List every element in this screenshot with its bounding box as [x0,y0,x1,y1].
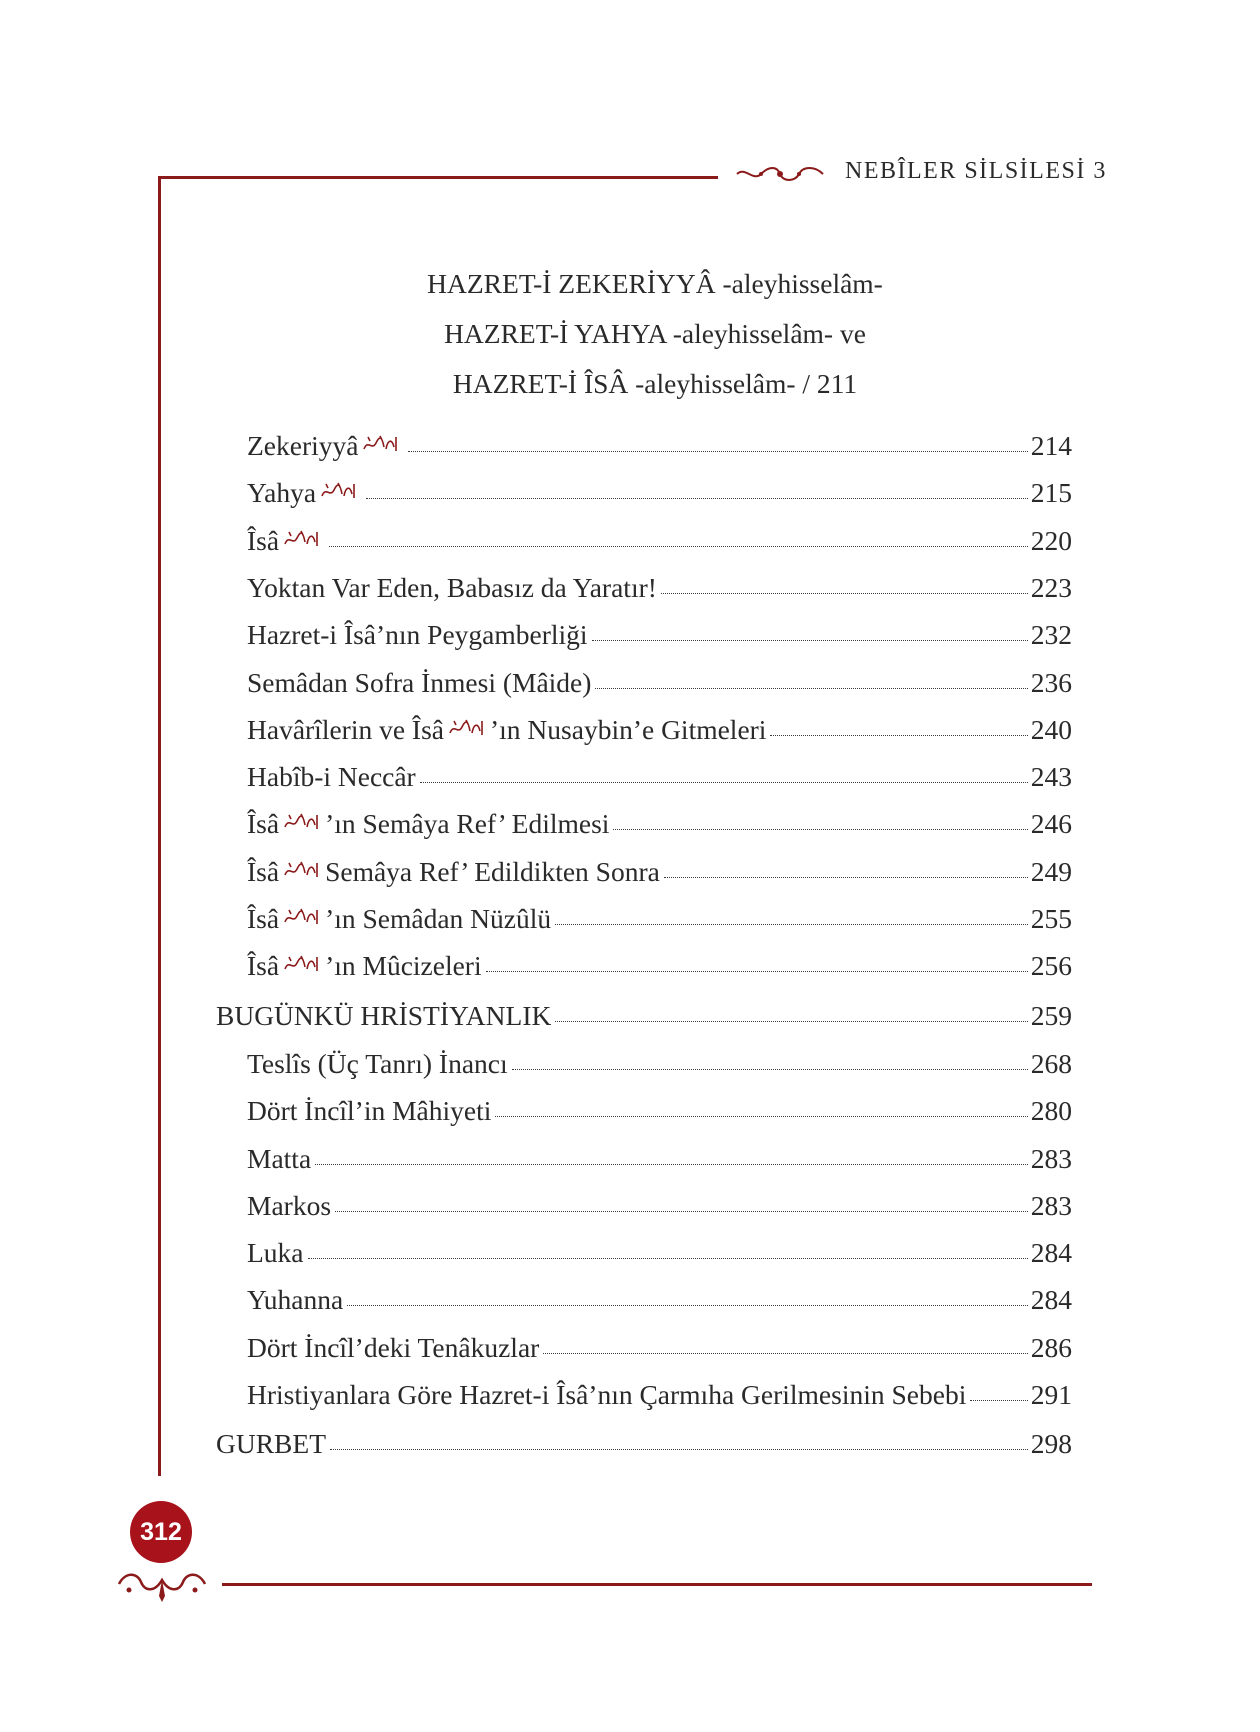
toc-entry-title [247,666,592,698]
dot-leader [592,640,1028,641]
page-ornament-icon [115,1566,209,1604]
footer-rule [222,1583,1092,1586]
dot-leader [347,1305,1028,1306]
toc-entry[interactable] [247,1047,1072,1079]
toc-entry-title [216,999,552,1031]
toc-entry-title [247,1286,343,1314]
toc-entry[interactable] [247,1331,1072,1363]
aleyhisselam-calligraphy-icon [283,953,321,975]
toc-entry-title-suffix: ’ın Semâya Ref’ Edilmesi [325,808,610,840]
section-heading-line-2: HAZRET-İ YAHYA -aleyhisselâm- ve [444,318,866,349]
toc-entry-title-text: Markos [247,1189,332,1221]
toc-entry-title [247,1239,304,1267]
toc-entry-title-text: Îsâ [247,950,280,982]
toc-entry-title-text: Semâdan Sofra İnmesi (Mâide) [247,666,592,698]
dot-leader [613,829,1027,830]
toc-entry-title [247,432,404,460]
toc-entry-title-text: Îsâ [247,903,280,934]
toc-entry[interactable] [247,1286,1072,1314]
toc-page-number: 249 [1030,855,1072,887]
toc-entry-title [247,952,482,980]
toc-entry-title-text: Havârîlerin ve Îsâ [247,713,444,745]
section-heading-line-1: HAZRET-İ ZEKERİYYÂ -aleyhisselâm- [427,268,883,299]
dot-leader [595,688,1027,689]
toc-page-number: 220 [1030,524,1072,556]
dot-leader [770,735,1027,736]
toc-page-number: 232 [1030,619,1072,651]
toc-entry-title [216,1430,326,1458]
toc-entry-title-text: Îsâ [247,855,280,887]
toc-page-number: 223 [1030,571,1072,603]
toc-entry-title-text: Îsâ [247,524,280,556]
toc-entry-title-text: Dört İncîl’deki Tenâkuzlar [247,1331,540,1363]
toc-entry-title-text: Zekeriyyâ [247,430,359,461]
dot-leader [366,498,1028,499]
toc-entry-title-text: BUGÜNKÜ HRİSTİYANLIK [216,999,552,1031]
toc-page-number: 246 [1030,808,1072,840]
toc-page-number: 236 [1030,666,1072,698]
toc-entry-title-suffix: Semâya Ref’ Edildikten Sonra [325,855,660,887]
toc-entry[interactable] [247,1239,1072,1267]
toc-entry-title [247,1047,508,1079]
toc-entry[interactable] [247,1097,1072,1125]
toc-entry-title-text: Dört İncîl’in Mâhiyeti [247,1095,492,1127]
dot-leader [661,593,1028,594]
toc-page-number: 286 [1030,1331,1072,1363]
toc-entry[interactable] [247,810,1072,838]
toc-entry-title [247,1381,966,1409]
toc-entry-title [247,1097,491,1125]
dot-leader [555,924,1028,925]
toc-entry[interactable] [247,621,1072,649]
toc-entry[interactable] [247,666,1072,698]
dot-leader [330,1449,1028,1450]
toc-entry-title-text: Yuhanna [247,1284,344,1316]
section-heading-line-3: HAZRET-İ ÎSÂ -aleyhisselâm- / 211 [452,368,858,399]
toc-entry-title [247,855,660,887]
toc-page-number: 284 [1030,1237,1072,1269]
toc-entry-title-text: Teslîs (Üç Tanrı) İnancı [247,1047,508,1079]
toc-entry[interactable] [247,524,1072,556]
toc-entry-title [247,713,767,745]
toc-entry-title [247,1142,312,1174]
dot-leader [970,1400,1027,1401]
aleyhisselam-calligraphy-icon [320,480,358,502]
aleyhisselam-calligraphy-icon [283,906,321,928]
toc-entry-title-text: Hazret-i Îsâ’nın Peygamberliği [247,619,588,651]
toc-entry[interactable] [247,855,1072,887]
toc-entry[interactable] [247,1189,1072,1221]
toc-entry[interactable] [247,952,1072,980]
toc-page-number: 283 [1030,1142,1072,1174]
toc-entry-title-text: Yoktan Var Eden, Babasız da Yaratır! [247,571,657,603]
toc-page-number: 214 [1030,430,1072,461]
toc-entry-title [247,905,551,933]
page-number-badge: 312 [130,1501,192,1563]
toc-entry[interactable] [247,571,1072,603]
toc-entry[interactable] [216,999,1072,1031]
toc-entry-title-text: Yahya [247,477,317,509]
toc-page-number: 240 [1030,713,1072,745]
toc-page-number: 268 [1030,1047,1072,1079]
toc-entry-title [247,1331,540,1363]
toc-page-number: 283 [1030,1189,1072,1221]
toc-entry[interactable] [247,1142,1072,1174]
toc-entry-title-suffix: ’ın Nusaybin’e Gitmeleri [490,713,767,745]
toc-entry-title [247,524,325,556]
dot-leader [555,1021,1027,1022]
toc-entry[interactable] [247,713,1072,745]
dot-leader [512,1069,1028,1070]
toc-page-number: 280 [1030,1095,1072,1127]
dot-leader [335,1211,1028,1212]
dot-leader [543,1353,1027,1354]
toc-entry[interactable] [216,1430,1072,1458]
dot-leader [315,1164,1028,1165]
aleyhisselam-calligraphy-icon [283,811,321,833]
aleyhisselam-calligraphy-icon [283,528,321,550]
toc-entry-title [247,763,416,791]
toc-entry-title [247,810,609,838]
toc-entry-title [247,479,362,507]
dot-leader [308,1258,1028,1259]
aleyhisselam-calligraphy-icon [283,859,321,881]
toc-entry-title [247,621,588,649]
aleyhisselam-calligraphy-icon [448,717,486,739]
toc-entry-title-text: Habîb-i Neccâr [247,761,416,793]
toc-entry[interactable] [247,479,1072,507]
dot-leader [408,451,1027,452]
toc-entry[interactable] [247,763,1072,791]
toc-entry-title-text: Matta [247,1142,312,1174]
toc-page-number: 255 [1030,903,1072,934]
toc-entry[interactable] [247,905,1072,933]
dot-leader [329,546,1028,547]
toc-entry-title-text: Luka [247,1237,304,1269]
toc-entry-title [247,1189,332,1221]
toc-entry-title-text: Hristiyanlara Göre Hazret-i Îsâ’nın Çarmıha Gerilmesinin Sebebi [247,1379,967,1410]
dot-leader [420,782,1028,783]
toc-entry[interactable] [247,1381,1072,1409]
running-title: NEBÎLER SİLSİLESİ 3 [845,158,1107,184]
toc-page-number: 256 [1030,950,1072,982]
toc-entry-title-text: Îsâ [247,808,280,840]
toc-entry-title [247,571,657,603]
toc-page-number: 298 [1030,1428,1072,1460]
toc-page-number: 243 [1030,761,1072,793]
toc-entry-title-suffix: ’ın Semâdan Nüzûlü [325,903,552,934]
toc-page-number: 291 [1030,1379,1072,1410]
toc-entry-title-text: GURBET [216,1428,326,1460]
dot-leader [495,1116,1027,1117]
dot-leader [664,877,1028,878]
dot-leader [486,971,1028,972]
aleyhisselam-calligraphy-icon [362,433,400,455]
toc-entry-title-suffix: ’ın Mûcizeleri [325,950,482,982]
toc-page-number: 215 [1030,477,1072,509]
toc-page-number: 284 [1030,1284,1072,1316]
toc-page-number: 259 [1030,999,1072,1031]
toc-entry[interactable] [247,432,1072,460]
